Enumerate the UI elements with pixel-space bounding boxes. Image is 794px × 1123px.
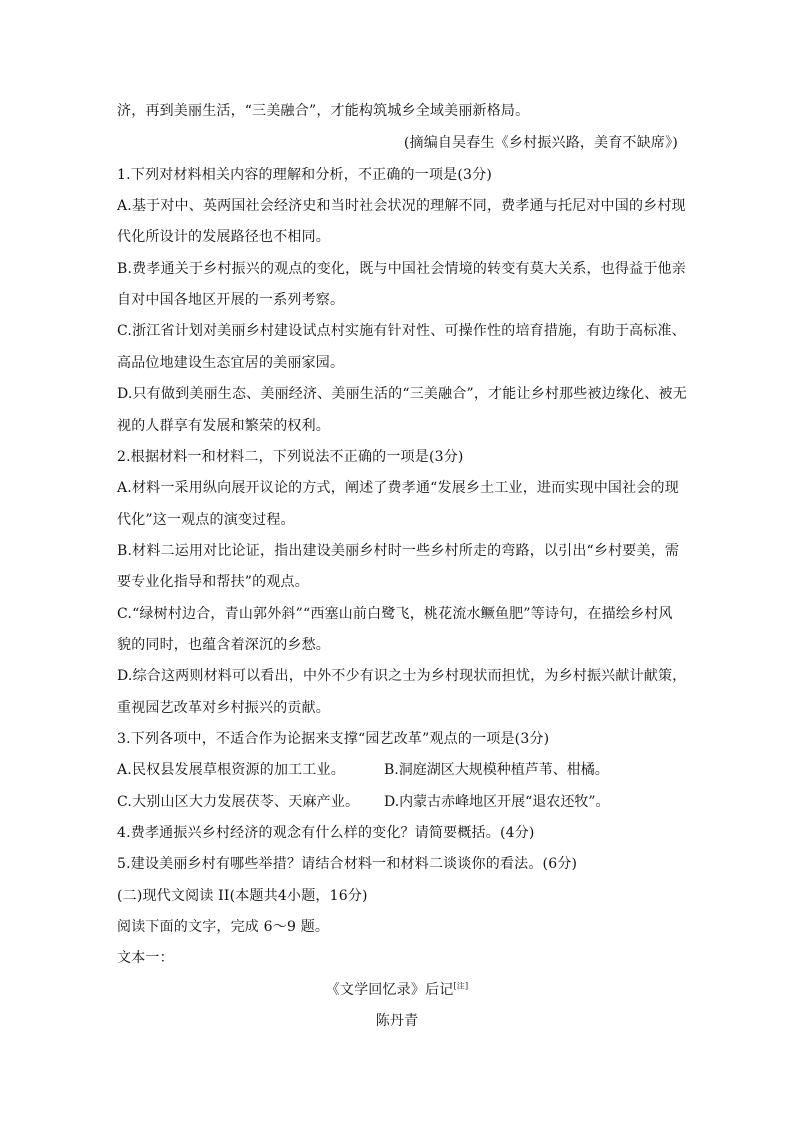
question-5: 5.建设美丽乡村有哪些举措？请结合材料一和材料二谈谈你的看法。(6分) (117, 856, 578, 872)
q1-option-b-line1: B.费孝通关于乡村振兴的观点的变化，既与中国社会情境的转变有莫大关系，也得益于他亲 (117, 261, 686, 277)
q2-option-d-line1: D.综合这两则材料可以看出，中外不少有识之士为乡村现状而担忧，为乡村振兴献计献策， (117, 668, 687, 684)
title-footnote-marker: [注] (453, 981, 469, 991)
intro-line: 济，再到美丽生活，“三美融合”，才能构筑城乡全域美丽新格局。 (117, 103, 530, 119)
q1-option-a-line2: 代化所设计的发展路径也不相同。 (117, 229, 330, 245)
q3-option-b: B.洞庭湖区大规模种植芦苇、柑橘。 (384, 762, 609, 778)
article-title-text: 《文学回忆录》后记 (325, 982, 454, 998)
q2-option-d-line2: 重视园艺改革对乡村振兴的贡献。 (117, 700, 330, 716)
text-one-label: 文本一： (117, 950, 174, 966)
q2-option-a-line2: 代化”这一观点的演变过程。 (117, 512, 295, 528)
q1-option-d-line2: 视的人群享有发展和繁荣的权利。 (117, 418, 330, 434)
question-2-stem: 2.根据材料一和材料二，下列说法不正确的一项是(3分) (117, 449, 464, 465)
q1-option-a-line1: A.基于对中、英两国社会经济史和当时社会状况的理解不同，费孝通与托尼对中国的乡村现 (117, 198, 686, 214)
q3-option-d: D.内蒙古赤峰地区开展“退农还牧”。 (384, 794, 610, 810)
q1-option-d-line1: D.只有做到美丽生态、美丽经济、美丽生活的“三美融合”，才能让乡村那些被边缘化、被无 (117, 386, 687, 402)
q2-option-b-line1: B.材料二运用对比论证，指出建设美丽乡村时一些乡村所走的弯路，以引出“乡村要美，需 (117, 543, 680, 559)
section-2-heading: (二)现代文阅读 II(本题共4小题，16分) (117, 888, 368, 904)
q2-option-c-line1: C.“绿树村边合，青山郭外斜”“西塞山前白鹭飞，桃花流水鳜鱼肥”等诗句，在描绘乡村风 (117, 606, 673, 622)
q1-option-b-line2: 自对中国各地区开展的一系列考察。 (117, 292, 345, 308)
q1-option-c-line1: C.浙江省计划对美丽乡村建设试点村实施有针对性、可操作性的培育措施，有助于高标准、 (117, 323, 686, 339)
q2-option-c-line2: 貌的同时，也蕴含着深沉的乡愁。 (117, 637, 330, 653)
source-citation: (摘编自吴春生《乡村振兴路，美育不缺席》) (403, 135, 678, 151)
q3-option-c: C.大别山区大力发展茯苓、天麻产业。 (117, 794, 360, 810)
q1-option-c-line2: 高品位地建设生态宜居的美丽家园。 (117, 355, 345, 371)
article-title (0, 980, 794, 1000)
question-3-stem: 3.下列各项中，不适合作为论据来支撑“园艺改革”观点的一项是(3分) (117, 731, 550, 747)
question-1-stem: 1.下列对材料相关内容的理解和分析，不正确的一项是(3分) (117, 167, 492, 183)
article-author: 陈丹青 (375, 1013, 419, 1029)
q3-option-a: A.民权县发展草根资源的加工工业。 (117, 762, 345, 778)
question-4: 4.费孝通振兴乡村经济的观念有什么样的变化？请简要概括。(4分) (117, 825, 535, 841)
q2-option-b-line2: 要专业化指导和帮扶”的观点。 (117, 574, 309, 590)
reading-instruction: 阅读下面的文字，完成 6～9 题。 (117, 919, 330, 935)
q2-option-a-line1: A.材料一采用纵向展开议论的方式，阐述了费孝通“发展乡土工业，进而实现中国社会的现 (117, 480, 679, 496)
